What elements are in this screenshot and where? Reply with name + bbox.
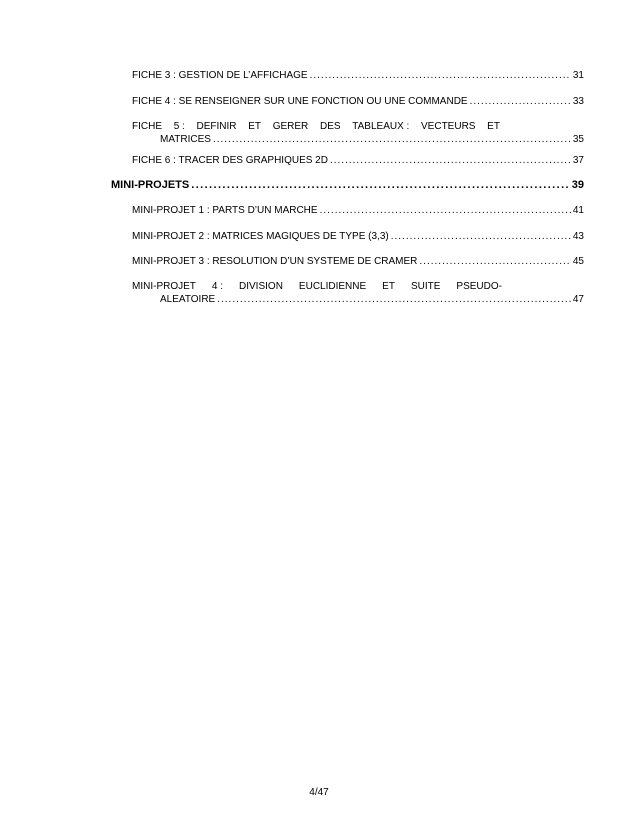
toc-word: VECTEURS bbox=[421, 121, 476, 132]
toc-word: DIVISION bbox=[239, 281, 283, 292]
toc-entry-page: 47 bbox=[572, 294, 584, 305]
toc-entry-page: 39 bbox=[571, 179, 584, 191]
dot-leader bbox=[419, 255, 570, 268]
toc-entry-mini-projet-4[interactable] bbox=[132, 280, 584, 306]
dot-leader bbox=[470, 95, 571, 108]
toc-entry-label: MATRICES bbox=[160, 134, 211, 145]
toc-word: 4 : bbox=[211, 281, 224, 292]
toc-entry-second-line bbox=[132, 293, 584, 306]
dot-leader bbox=[391, 230, 571, 243]
toc-entry-fiche-3[interactable] bbox=[132, 69, 584, 82]
page-number: 4/47 bbox=[309, 787, 329, 798]
toc-entry-label: ALEATOIRE bbox=[160, 294, 216, 305]
toc-word: EUCLIDIENNE bbox=[298, 281, 367, 292]
toc-word: DEFINIR bbox=[196, 121, 237, 132]
toc-word: TABLEAUX : bbox=[352, 121, 410, 132]
toc-word: SUITE bbox=[410, 281, 441, 292]
toc-word: GERER bbox=[272, 121, 309, 132]
dot-leader bbox=[213, 133, 571, 146]
toc-entry-label: MINI-PROJET 1 : PARTS D’UN MARCHE bbox=[132, 205, 318, 216]
toc-word: ET bbox=[487, 121, 500, 132]
toc-entry-first-line bbox=[132, 120, 500, 133]
dot-leader bbox=[217, 293, 571, 306]
toc-entry-page: 43 bbox=[572, 231, 584, 242]
toc-entry-second-line bbox=[132, 133, 584, 146]
toc-entry-page: 45 bbox=[572, 256, 584, 267]
toc-entry-page: 37 bbox=[572, 155, 584, 166]
toc-entry-fiche-6[interactable] bbox=[132, 154, 584, 167]
toc-word: 5 : bbox=[173, 121, 185, 132]
toc-entry-page: 35 bbox=[572, 134, 584, 145]
toc-entry-page: 31 bbox=[572, 70, 584, 81]
toc-entry-mini-projet-3[interactable] bbox=[132, 255, 584, 268]
dot-leader bbox=[310, 69, 571, 82]
toc-word: PSEUDO- bbox=[456, 281, 502, 292]
toc-entry-label: MINI-PROJETS bbox=[111, 179, 190, 191]
dot-leader bbox=[191, 179, 570, 192]
toc-word: FICHE bbox=[132, 121, 162, 132]
toc-entry-label: FICHE 6 : TRACER DES GRAPHIQUES 2D bbox=[132, 155, 328, 166]
toc-entry-label: MINI-PROJET 2 : MATRICES MAGIQUES DE TYPE (3,3) bbox=[132, 231, 389, 242]
toc-word: DES bbox=[319, 121, 341, 132]
toc-entry-fiche-5[interactable] bbox=[132, 120, 584, 146]
dot-leader bbox=[320, 204, 571, 217]
toc-entry-fiche-4[interactable] bbox=[132, 95, 584, 108]
toc-word: MINI-PROJET bbox=[132, 281, 196, 292]
toc-entry-page: 33 bbox=[572, 96, 584, 107]
toc-entry-label: FICHE 4 : SE RENSEIGNER SUR UNE FONCTION OU UNE COMMANDE bbox=[132, 96, 468, 107]
toc-entry-first-line bbox=[132, 280, 502, 293]
toc-word: ET bbox=[382, 281, 395, 292]
dot-leader bbox=[330, 154, 571, 167]
toc-entry-label: MINI-PROJET 3 : RESOLUTION D’UN SYSTEME DE CRAMER bbox=[132, 256, 418, 267]
toc-word: ET bbox=[248, 121, 262, 132]
toc-entry-page: 41 bbox=[572, 205, 584, 216]
toc-entry-label: FICHE 3 : GESTION DE L’AFFICHAGE bbox=[132, 70, 308, 81]
toc-entry-mini-projet-1[interactable] bbox=[132, 204, 584, 217]
toc-entry-mini-projet-2[interactable] bbox=[132, 230, 584, 243]
toc-entry-mini-projets[interactable] bbox=[111, 179, 584, 192]
